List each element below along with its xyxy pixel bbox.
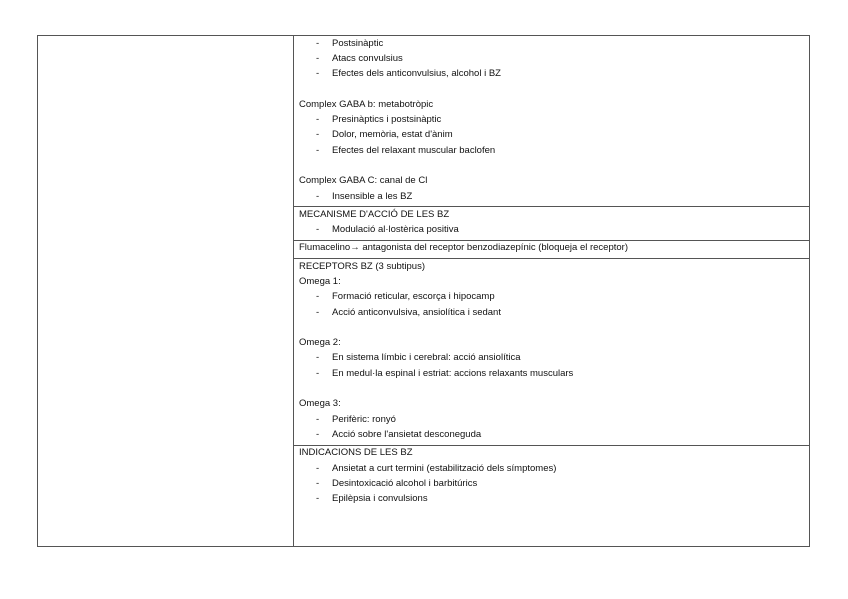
- bullet-item: [316, 463, 556, 475]
- bullet-text: En medul·la espinal i estriat: accions relaxants musculars: [332, 367, 574, 379]
- bullet-text: Acció anticonvulsiva, ansiolítica i sedant: [332, 306, 501, 318]
- bullet-item: [316, 368, 573, 380]
- empty-left-column: [38, 36, 294, 546]
- text-line: INDICACIONS DE LES BZ: [299, 447, 413, 459]
- bullet-item: [316, 493, 428, 505]
- bullet-item: [316, 38, 383, 50]
- table-cell: [294, 207, 809, 241]
- bullet-text: Desintoxicació alcohol i barbitúrics: [332, 477, 478, 489]
- bullet-item: [316, 478, 477, 490]
- bullet-text: Atacs convulsius: [332, 52, 403, 64]
- bullet-item: [316, 307, 501, 319]
- bullet-item: [316, 114, 441, 126]
- bullet-dash: -: [316, 37, 320, 49]
- bullet-dash: -: [316, 477, 320, 489]
- bullet-dash: -: [316, 144, 320, 156]
- bullet-item: [316, 429, 481, 441]
- table-cell: [294, 241, 809, 259]
- text-line: Complex GABA C: canal de Cl: [299, 175, 428, 187]
- bullet-text: Dolor, memòria, estat d'ànim: [332, 129, 453, 141]
- bullet-text: Presinàptics i postsinàptic: [332, 114, 442, 125]
- bullet-dash: -: [316, 114, 320, 125]
- bullet-text: En sistema límbic i cerebral: acció ansiolítica: [332, 352, 521, 364]
- bullet-text: Efectes del relaxant muscular baclofen: [332, 144, 496, 156]
- bullet-item: [316, 53, 403, 65]
- bullet-item: [316, 191, 412, 203]
- bullet-dash: -: [316, 68, 320, 80]
- bullet-item: [316, 68, 501, 80]
- bullet-item: [316, 129, 453, 141]
- bullet-text: Acció sobre l'ansietat desconeguda: [332, 428, 482, 440]
- text-line: RECEPTORS BZ (3 subtipus): [299, 260, 426, 272]
- bullet-text: Postsinàptic: [332, 37, 384, 49]
- bullet-text: Formació reticular, escorça i hipocamp: [332, 291, 495, 303]
- table-cell: [294, 259, 809, 446]
- bullet-item: [316, 224, 459, 236]
- bullet-item: [316, 145, 495, 157]
- text-line: Omega 3:: [299, 398, 341, 410]
- bullet-dash: -: [316, 462, 320, 474]
- text-line: Omega 1:: [299, 275, 341, 287]
- bullet-text: Epilèpsia i convulsions: [332, 493, 428, 505]
- bullet-dash: -: [316, 352, 320, 364]
- bullet-text: Modulació al·lostèrica positiva: [332, 224, 459, 236]
- bullet-dash: -: [316, 413, 320, 425]
- bullet-text: Efectes dels anticonvulsius, alcohol i BZ: [332, 68, 501, 80]
- text-line: Complex GABA b: metabotròpic: [299, 98, 434, 110]
- text-line: Omega 2:: [299, 337, 341, 349]
- table-cell: [294, 36, 809, 207]
- bullet-dash: -: [316, 291, 320, 303]
- text-line: Flumacelino→ antagonista del receptor benzodiazepínic (bloqueja el receptor): [299, 242, 628, 254]
- bullet-dash: -: [316, 129, 320, 141]
- bullet-text: Ansietat a curt termini (estabilització dels símptomes): [332, 462, 557, 474]
- bullet-dash: -: [316, 493, 320, 505]
- bullet-dash: -: [316, 367, 320, 379]
- bullet-dash: -: [316, 52, 320, 64]
- bullet-dash: -: [316, 428, 320, 440]
- table-cell: [294, 446, 809, 510]
- notes-table: [37, 35, 810, 547]
- bullet-dash: -: [316, 224, 320, 236]
- bullet-text: Insensible a les BZ: [332, 190, 413, 202]
- bullet-item: [316, 291, 495, 303]
- bullet-item: [316, 414, 396, 426]
- bullet-dash: -: [316, 306, 320, 318]
- bullet-dash: -: [316, 190, 320, 202]
- text-line: MECANISME D'ACCIÓ DE LES BZ: [299, 208, 450, 220]
- bullet-text: Perifèric: ronyó: [332, 413, 396, 425]
- bullet-item: [316, 352, 521, 364]
